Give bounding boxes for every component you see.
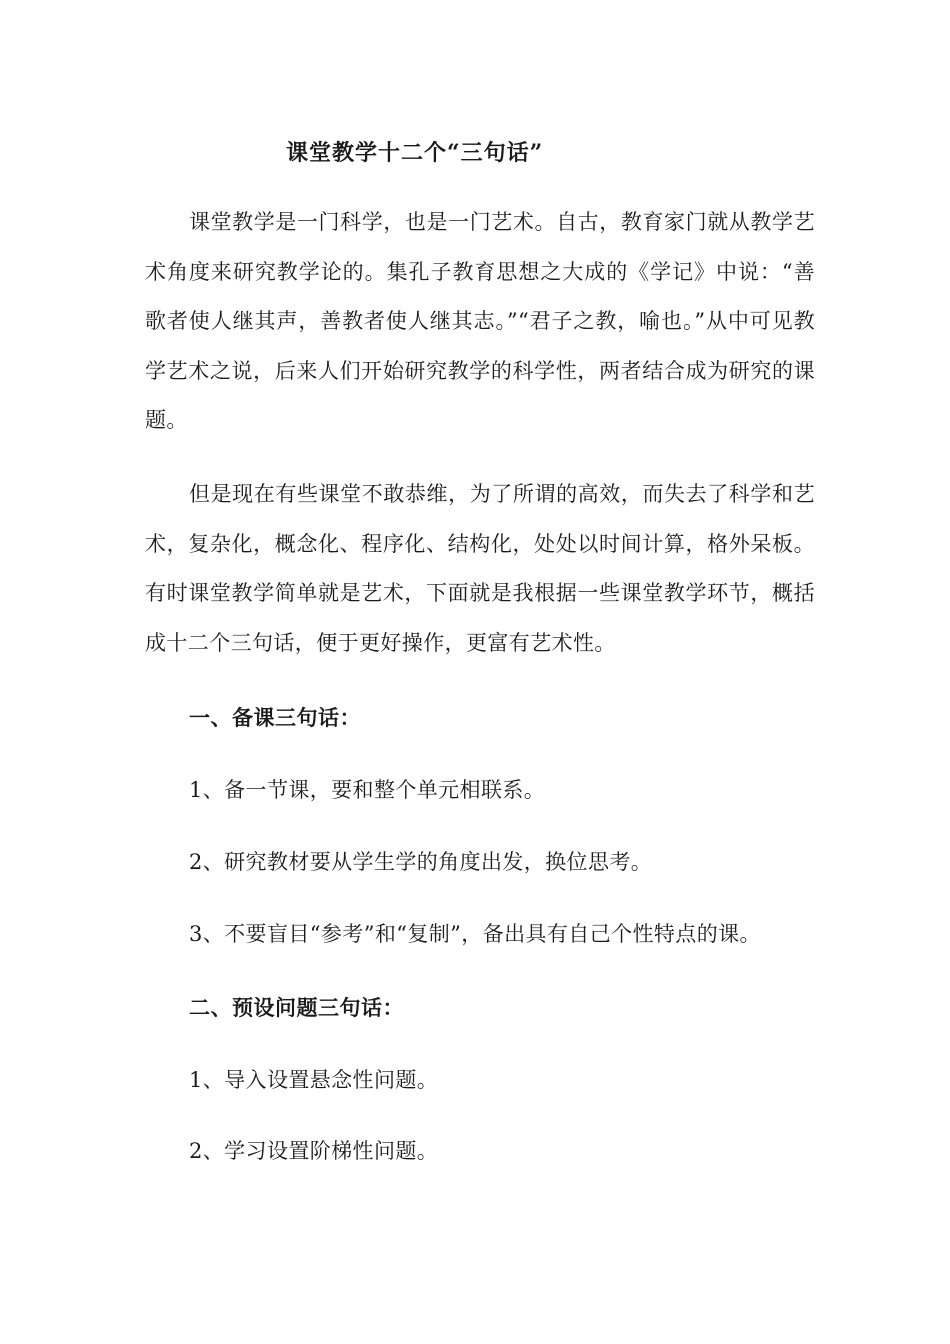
list-item: 2、研究教材要从学生学的角度出发，换位思考。 bbox=[189, 850, 653, 874]
section-heading-preset-questions: 二、预设问题三句话： bbox=[189, 995, 404, 1020]
document-title: 课堂教学十二个“三句话” bbox=[286, 140, 544, 166]
intro-paragraph: 课堂教学是一门科学，也是一门艺术。自古，教育家门就从教学艺术角度来研究教学论的。集孔子教育思想之大成的《学记》中说：“善歌者使人继其声，善教者使人继其志。”“君子之教，喻也。”从中可见教学艺术之说，后来人们开始研究教学的科学性，两者结合成为研究的课题。 bbox=[145, 210, 815, 432]
list-item: 3、不要盲目“参考”和“复制”，备出具有自己个性特点的课。 bbox=[189, 922, 761, 946]
list-item: 1、备一节课，要和整个单元相联系。 bbox=[189, 778, 546, 802]
list-item: 2、学习设置阶梯性问题。 bbox=[189, 1139, 439, 1163]
second-paragraph: 但是现在有些课堂不敢恭维，为了所谓的高效，而失去了科学和艺术，复杂化，概念化、程序化、结构化，处处以时间计算，格外呆板。有时课堂教学简单就是艺术，下面就是我根据一些课堂教学环节，概括成十二个三句话，便于更好操作，更富有艺术性。 bbox=[145, 482, 815, 655]
list-item: 1、导入设置悬念性问题。 bbox=[189, 1068, 439, 1092]
section-heading-lesson-prep: 一、备课三句话： bbox=[189, 705, 361, 730]
